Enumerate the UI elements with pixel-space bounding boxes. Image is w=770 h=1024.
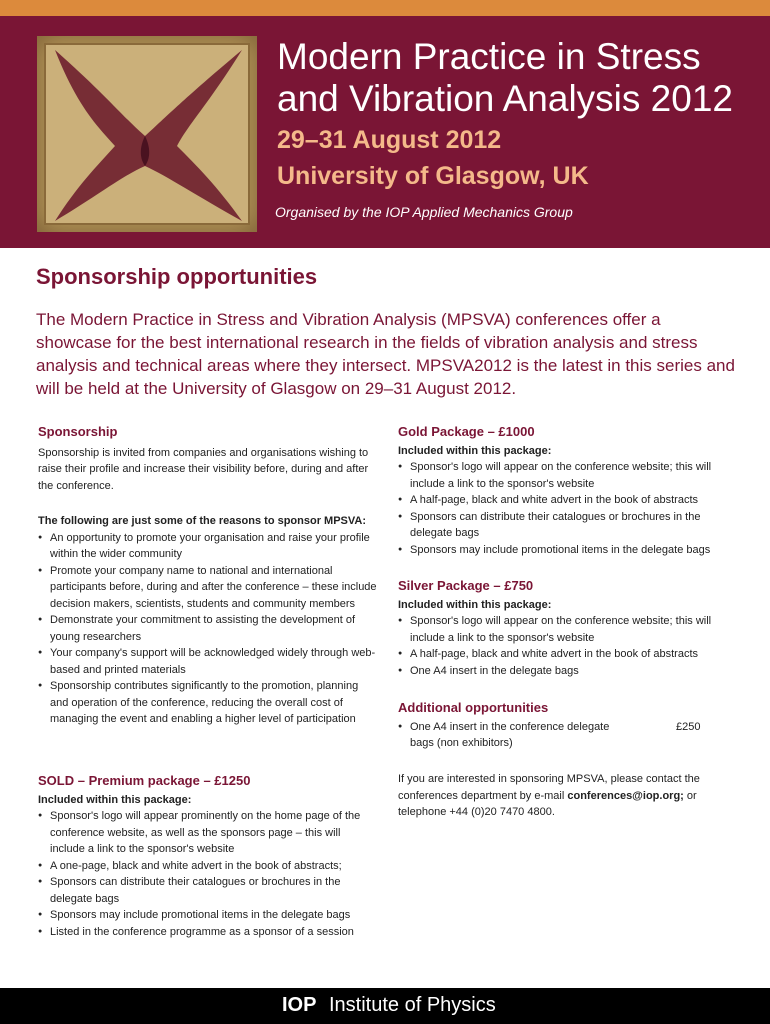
organiser-line: Organised by the IOP Applied Mechanics Group xyxy=(275,204,573,220)
gold-included: Included within this package: xyxy=(398,444,552,457)
institute-name: Institute of Physics xyxy=(329,994,496,1016)
intro-paragraph: The Modern Practice in Stress and Vibration Analysis (MPSVA) conferences offer a showcase for the best international research in the fields of vibration analysis and stress analysis and technical areas where they intersect. MPSVA2012 is the latest in this series and will be held at the University of Glasgow on 29–31 August 2012. xyxy=(36,310,735,398)
cover-photo xyxy=(37,36,257,232)
reasons-list xyxy=(38,530,378,728)
gold-package-section xyxy=(398,424,738,558)
list-item: ● One A4 insert in the conference delegate bags (non exhibitors) xyxy=(398,719,618,752)
conference-venue: University of Glasgow, UK xyxy=(277,162,589,190)
title-line-2: and Vibration Analysis 2012 xyxy=(277,78,733,119)
sponsorship-heading: Sponsorship xyxy=(38,424,118,439)
silver-heading: Silver Package – £750 xyxy=(398,578,534,593)
additional-heading: Additional opportunities xyxy=(398,700,549,715)
list-item: ● Your company's support will be acknowledged widely through web-based and printed materials xyxy=(38,645,378,678)
title-line-1: Modern Practice in Stress xyxy=(277,36,701,77)
gold-list xyxy=(398,459,738,558)
list-item: ● Demonstrate your commitment to assisting the development of young researchers xyxy=(38,612,378,645)
additional-price: £250 xyxy=(676,720,701,733)
section-title: Sponsorship opportunities xyxy=(36,264,318,289)
conference-dates: 29–31 August 2012 xyxy=(277,126,502,154)
list-item: ● One A4 insert in the delegate bags xyxy=(398,663,738,680)
contact-text-before: If you are interested in sponsoring MPSVA, please contact the conferences department by e-mail xyxy=(398,773,700,802)
additional-section xyxy=(398,700,738,752)
conference-title xyxy=(277,36,757,120)
sponsorship-text: Sponsorship is invited from companies and organisations wishing to raise their profile and increase their visibility before, during and after the conference. xyxy=(38,446,369,492)
footer-bar xyxy=(0,988,770,1024)
list-item: ● A one-page, black and white advert in the book of abstracts; xyxy=(38,858,378,875)
contact-text-after: or telephone +44 (0)20 7470 4800. xyxy=(398,789,697,818)
additional-row xyxy=(398,719,738,752)
list-item: ● Sponsors may include promotional items in the delegate bags xyxy=(398,542,738,559)
list-item: ● Sponsors can distribute their catalogues or brochures in the delegate bags xyxy=(398,509,738,542)
list-item: ● Sponsor's logo will appear on the conference website; this will include a link to the sponsor's website xyxy=(398,613,738,646)
list-item: ● A half-page, black and white advert in the book of abstracts xyxy=(398,492,738,509)
reasons-heading: The following are just some of the reasons to sponsor MPSVA: xyxy=(38,515,367,527)
top-accent-band xyxy=(0,0,770,16)
header-banner xyxy=(0,16,770,248)
list-item: ● A half-page, black and white advert in the book of abstracts xyxy=(398,646,738,663)
silver-package-section xyxy=(398,578,738,679)
gold-heading: Gold Package – £1000 xyxy=(398,424,535,439)
list-item: ● An opportunity to promote your organisation and raise your profile within the wider community xyxy=(38,530,378,563)
contact-email-link[interactable]: conferences@iop.org; xyxy=(567,789,684,802)
list-item: ● Sponsors may include promotional items in the delegate bags xyxy=(38,907,378,924)
list-item: ● Sponsor's logo will appear on the conference website; this will include a link to the sponsor's website xyxy=(398,459,738,492)
iop-logo: IOP xyxy=(282,994,317,1016)
list-item: ● Sponsors can distribute their catalogues or brochures in the delegate bags xyxy=(38,874,378,907)
list-item: ● Sponsorship contributes significantly to the promotion, planning and operation of the conference, reducing the overall cost of managing the event and enabling a higher level of participation xyxy=(38,678,378,728)
silver-list xyxy=(398,613,738,679)
additional-list xyxy=(398,719,618,752)
list-item: ● Sponsor's logo will appear prominently on the home page of the conference website, as well as the sponsors page – this will include a link to the sponsor's website xyxy=(38,808,378,858)
silver-included: Included within this package: xyxy=(398,598,552,611)
list-item: ● Listed in the conference programme as a sponsor of a session xyxy=(38,924,378,941)
premium-list xyxy=(38,808,378,940)
contact-text xyxy=(398,771,718,821)
premium-included: Included within this package: xyxy=(38,793,192,806)
premium-heading: SOLD – Premium package – £1250 xyxy=(38,773,251,788)
sponsorship-section xyxy=(38,424,378,728)
list-item: ● Promote your company name to national and international participants before, during and after the conference – these include decision makers, scientists, students and community members xyxy=(38,563,378,613)
contact-section xyxy=(398,771,718,821)
premium-package-section xyxy=(38,773,378,940)
